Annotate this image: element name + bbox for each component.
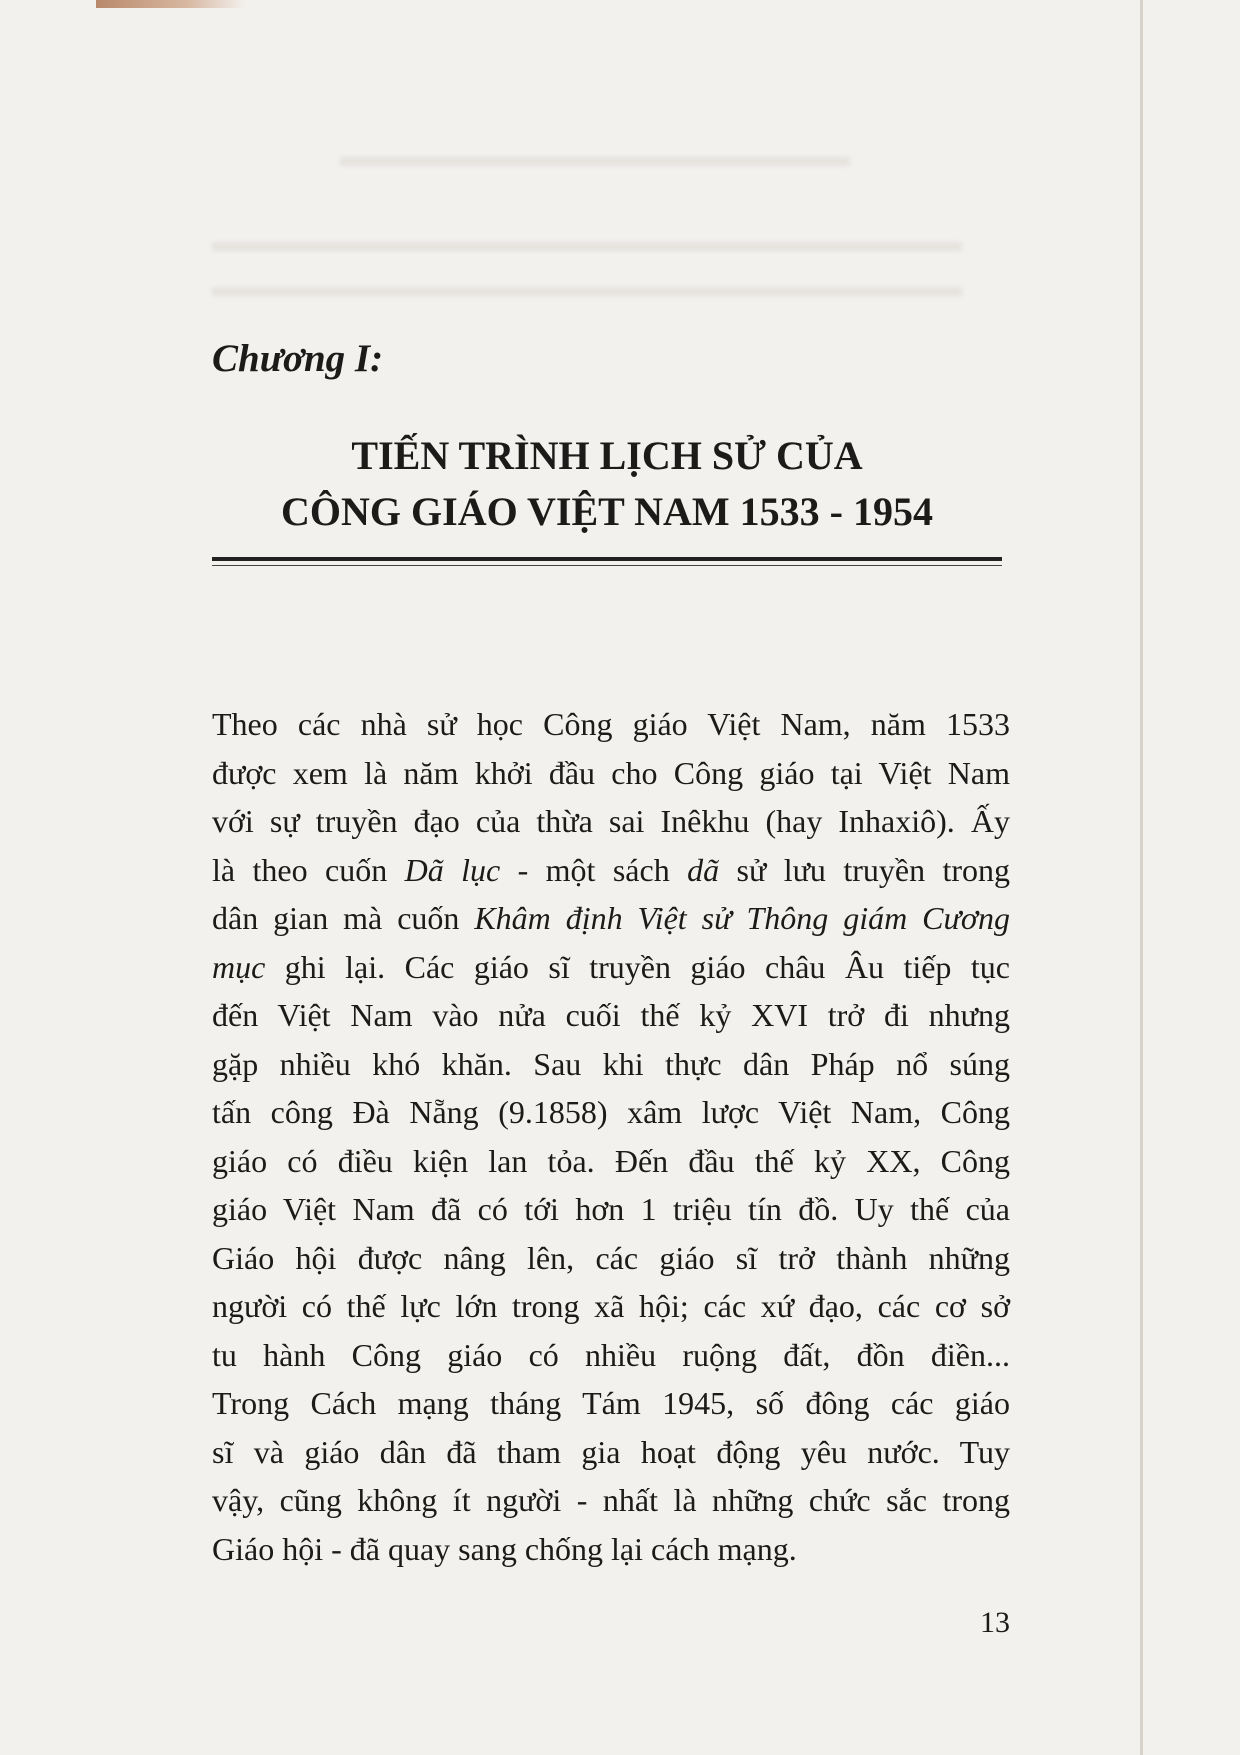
body-line: sĩ và giáo dân đã tham gia hoạt động yêu nước. Tuy [212, 1433, 1010, 1470]
title-rule-thin [212, 565, 1002, 566]
body-line: giáo Việt Nam đã có tới hơn 1 triệu tín đồ. Uy thế của [212, 1191, 1010, 1227]
page-edge-right [1140, 0, 1143, 1755]
body-line: Giáo hội - đã quay sang chống lại cách mạng. [212, 1530, 797, 1567]
chapter-title-line-2: CÔNG GIÁO VIỆT NAM 1533 - 1954 [281, 489, 933, 534]
chapter-title-line-1: TIẾN TRÌNH LỊCH SỬ CỦA [351, 433, 863, 478]
body-line: người có thế lực lớn trong xã hội; các xứ đạo, các cơ sở [212, 1288, 1010, 1324]
body-line: giáo có điều kiện lan tỏa. Đến đầu thế kỷ XX, Công [212, 1142, 1010, 1179]
body-line: đến Việt Nam vào nửa cuối thế kỷ XVI trở đi nhưng [212, 997, 1010, 1033]
body-paragraph [212, 700, 1010, 1573]
body-line: gặp nhiều khó khăn. Sau khi thực dân Pháp nổ súng [212, 1045, 1010, 1082]
chapter-title [212, 428, 1002, 540]
body-line: tu hành Công giáo có nhiều ruộng đất, đồn điền... [212, 1336, 1010, 1373]
body-line: với sự truyền đạo của thừa sai Inêkhu (hay Inhaxiô). Ấy [212, 803, 1010, 839]
body-line: là theo cuốn Dã lục - một sách dã sử lưu truyền trong [212, 851, 1011, 888]
page-number: 13 [980, 1606, 1010, 1639]
body-line: dân gian mà cuốn Khâm định Việt sử Thông giám Cương [212, 900, 1011, 936]
title-rule-thick [212, 557, 1002, 561]
body-line: vậy, cũng không ít người - nhất là những chức sắc trong [212, 1482, 1010, 1518]
body-line: mục ghi lại. Các giáo sĩ truyền giáo châu Âu tiếp tục [212, 948, 1010, 985]
chapter-label: Chương I: [212, 337, 384, 380]
body-line: Trong Cách mạng tháng Tám 1945, số đông các giáo [212, 1385, 1010, 1421]
body-line: được xem là năm khởi đầu cho Công giáo tại Việt Nam [212, 754, 1010, 791]
body-line: Theo các nhà sử học Công giáo Việt Nam, năm 1533 [212, 706, 1010, 742]
body-line: tấn công Đà Nẵng (9.1858) xâm lược Việt Nam, Công [212, 1094, 1010, 1130]
body-line: Giáo hội được nâng lên, các giáo sĩ trở thành những [212, 1239, 1010, 1276]
page-edge-top [96, 0, 246, 8]
